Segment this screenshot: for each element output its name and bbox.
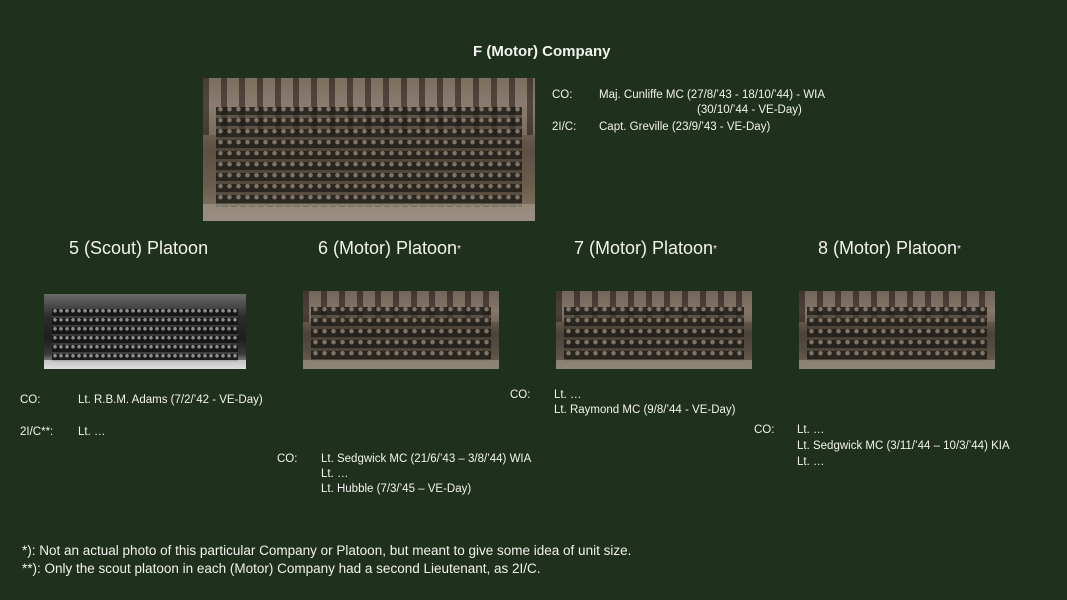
platoon-6-title: 6 (Motor) Platoon bbox=[318, 238, 458, 258]
photo-ground bbox=[799, 360, 995, 369]
company-group-photo bbox=[203, 78, 535, 221]
company-2ic-line: Capt. Greville (23/9/’43 - VE-Day) bbox=[599, 121, 771, 133]
platoon-6-co-line: Lt. Hubble (7/3/’45 – VE-Day) bbox=[321, 483, 472, 495]
platoon-8-co-line: Lt. … bbox=[797, 456, 825, 468]
platoon-6-heading bbox=[318, 238, 461, 259]
platoon-6-co-line: Lt. … bbox=[321, 468, 349, 480]
platoon-8-photo bbox=[799, 291, 995, 369]
platoon-5-title: 5 (Scout) Platoon bbox=[69, 238, 209, 258]
photo-soldiers bbox=[52, 309, 238, 362]
company-title: F (Motor) Company bbox=[473, 43, 611, 60]
platoon-6-footnote-mark: * bbox=[457, 244, 461, 255]
platoon-5-photo bbox=[44, 294, 246, 369]
photo-soldiers bbox=[807, 307, 987, 362]
platoon-5-co-line: Lt. R.B.M. Adams (7/2/’42 - VE-Day) bbox=[78, 394, 263, 406]
photo-ground bbox=[203, 204, 535, 221]
platoon-7-footnote-mark: * bbox=[713, 244, 717, 255]
photo-soldiers bbox=[564, 307, 744, 362]
platoon-7-co-line: Lt. … bbox=[554, 389, 582, 401]
platoon-6-photo bbox=[303, 291, 499, 369]
platoon-7-title: 7 (Motor) Platoon bbox=[574, 238, 714, 258]
platoon-5-co-label: CO: bbox=[20, 394, 41, 406]
platoon-7-photo bbox=[556, 291, 752, 369]
platoon-8-heading bbox=[818, 238, 961, 259]
platoon-8-co-label: CO: bbox=[754, 424, 775, 436]
platoon-8-footnote-mark: * bbox=[957, 244, 961, 255]
company-2ic-label: 2I/C: bbox=[552, 121, 577, 133]
platoon-5-2ic-label: 2I/C**: bbox=[20, 426, 54, 438]
platoon-8-co-line: Lt. … bbox=[797, 424, 825, 436]
platoon-7-co-line: Lt. Raymond MC (9/8/’44 - VE-Day) bbox=[554, 404, 736, 416]
platoon-5-2ic-line: Lt. … bbox=[78, 426, 106, 438]
photo-ground bbox=[44, 360, 246, 369]
platoon-7-co-label: CO: bbox=[510, 389, 531, 401]
photo-ground bbox=[303, 360, 499, 369]
photo-soldiers bbox=[216, 107, 521, 207]
photo-soldiers bbox=[311, 307, 491, 362]
footnote-1: *): Not an actual photo of this particular Company or Platoon, but meant to give some idea of unit size. bbox=[22, 543, 632, 558]
company-co-line1: Maj. Cunliffe MC (27/8/’43 - 18/10/’44) - WIA bbox=[599, 89, 826, 101]
platoon-8-co-line: Lt. Sedgwick MC (3/11/’44 – 10/3/’44) KIA bbox=[797, 440, 1010, 452]
platoon-7-heading bbox=[574, 238, 717, 259]
footnote-2: **): Only the scout platoon in each (Motor) Company had a second Lieutenant, as 2I/C. bbox=[22, 561, 541, 576]
platoon-6-co-label: CO: bbox=[277, 453, 298, 465]
photo-ground bbox=[556, 360, 752, 369]
company-co-line2: (30/10/’44 - VE-Day) bbox=[697, 104, 802, 116]
company-co-label: CO: bbox=[552, 89, 573, 101]
platoon-8-title: 8 (Motor) Platoon bbox=[818, 238, 958, 258]
platoon-6-co-line: Lt. Sedgwick MC (21/6/’43 – 3/8/’44) WIA bbox=[321, 453, 532, 465]
